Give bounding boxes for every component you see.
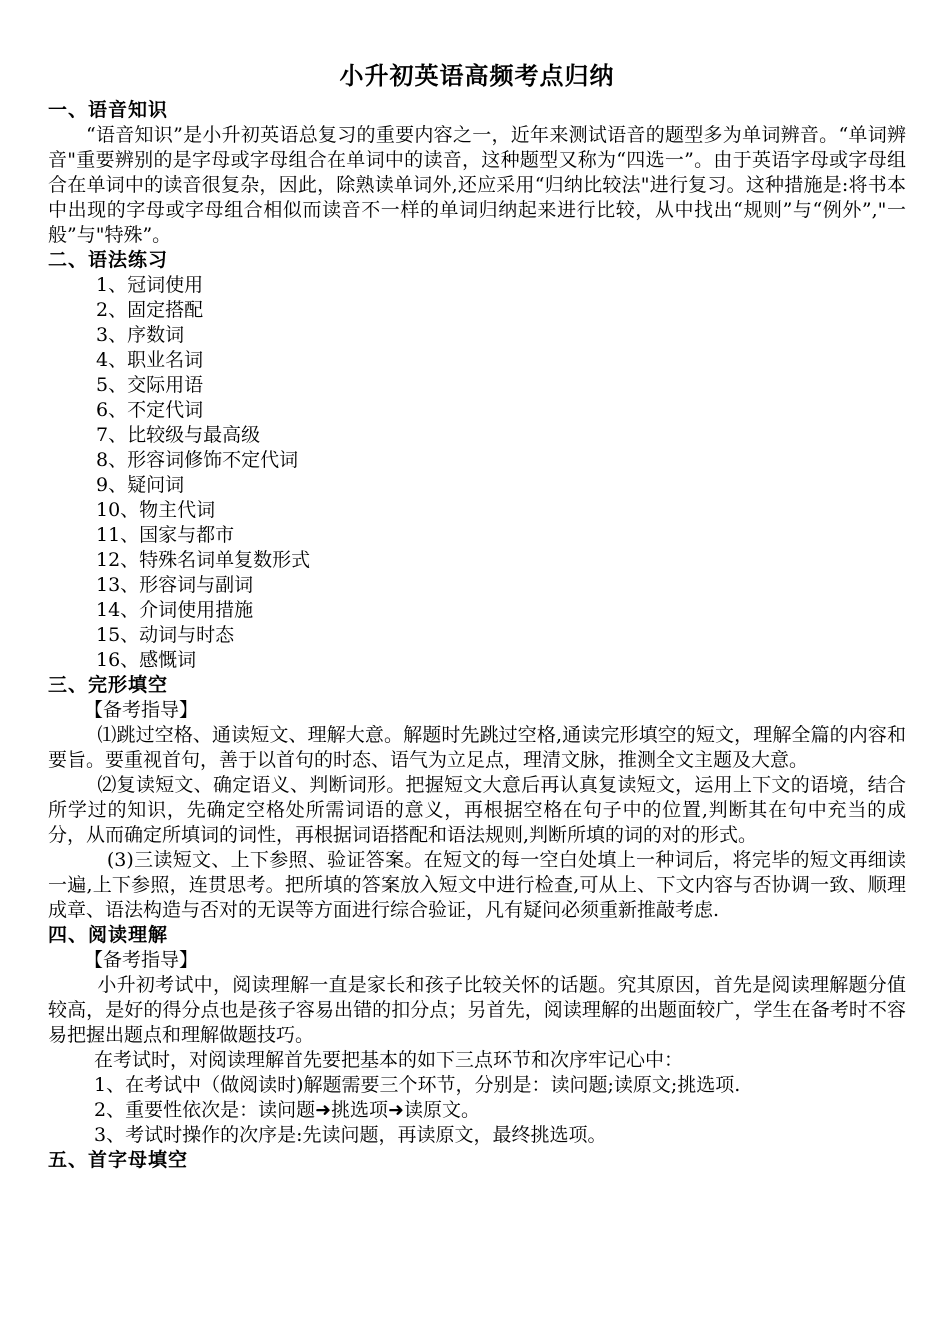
section-heading-cloze: 三、完形填空 — [48, 674, 169, 696]
list-item: 2、固定搭配 — [96, 299, 204, 321]
reading-step-1: 1、在考试中（做阅读时)解题需要三个环节，分别是：读问题;读原文;挑选项. — [94, 1074, 741, 1096]
list-item: 16、感慨词 — [96, 649, 197, 671]
section-heading-phonetics: 一、语音知识 — [48, 99, 169, 121]
reading-step-2-end: 读原文。 — [403, 1099, 480, 1121]
list-item: 4、职业名词 — [96, 349, 204, 371]
list-item: 15、动词与时态 — [96, 624, 235, 646]
section-heading-grammar: 二、语法练习 — [48, 249, 169, 271]
list-item: 12、特殊名词单复数形式 — [96, 549, 311, 571]
list-item: 9、疑问词 — [96, 474, 185, 496]
cloze-step-2-paragraph: ⑵复读短文、确定语义、判断词形。把握短文大意后再认真复读短文，运用上下文的语境，结合所学过的知识，先确定空格处所需词语的意义，再根据空格在句子中的位置,判断其在句中充当的成分，从而确定所填词的词性，再根据词语搭配和语法规则,判断所填的词的对的形式。 — [48, 774, 906, 846]
page-title: 小升初英语高频考点归纳 — [339, 62, 615, 90]
list-item: 8、形容词修饰不定代词 — [96, 449, 299, 471]
reading-guide-label: 【备考指导】 — [84, 949, 199, 971]
list-item: 14、介词使用措施 — [96, 599, 254, 621]
section-heading-initial-letter-fill: 五、首字母填空 — [48, 1149, 189, 1171]
list-item: 7、比较级与最高级 — [96, 424, 261, 446]
cloze-step-1-paragraph: ⑴跳过空格、通读短文、理解大意。解题时先跳过空格,通读完形填空的短文，理解全篇的内容和要旨。要重视首句，善于以首句的时态、语气为立足点，理清文脉，推测全文主题及大意。 — [48, 724, 906, 771]
reading-step-2 — [48, 1098, 906, 1123]
list-item: 5、交际用语 — [96, 374, 204, 396]
arrow-right-icon: ➜ — [388, 1099, 404, 1121]
cloze-step-3-paragraph: (3)三读短文、上下参照、验证答案。在短文的每一空白处填上一种词后，将完毕的短文再细读一遍,上下参照，连贯思考。把所填的答案放入短文中进行检查,可从上、下文内容与否协调一致、顺理成章、语法构造与否对的无误等方面进行综合验证，凡有疑问必须重新推敲考虑. — [48, 849, 906, 921]
list-item: 3、序数词 — [96, 324, 185, 346]
arrow-right-icon: ➜ — [315, 1099, 332, 1121]
cloze-guide-label: 【备考指导】 — [84, 699, 199, 721]
list-item: 10、物主代词 — [96, 499, 216, 521]
reading-step-2-mid: 挑选项 — [331, 1099, 389, 1121]
reading-step-3: 3、考试时操作的次序是:先读问题，再读原文，最终挑选项。 — [94, 1124, 607, 1146]
reading-intro-paragraph: 小升初考试中，阅读理解一直是家长和孩子比较关怀的话题。究其原因，首先是阅读理解题分值较高，是好的得分点也是孩子容易出错的扣分点；另首先，阅读理解的出题面较广，学生在备考时不容易把握出题点和理解做题技巧。 — [48, 974, 906, 1046]
list-item: 11、国家与都市 — [96, 524, 235, 546]
reading-lead-line: 在考试时，对阅读理解首先要把基本的如下三点环节和次序牢记心中： — [94, 1049, 684, 1071]
list-item: 1、冠词使用 — [96, 274, 204, 296]
grammar-topic-list — [48, 273, 906, 673]
list-item: 13、形容词与副词 — [96, 574, 254, 596]
section-heading-reading: 四、阅读理解 — [48, 924, 169, 946]
reading-step-2-prefix: 2、重要性依次是：读问题 — [94, 1099, 316, 1121]
phonetics-paragraph: “语音知识”是小升初英语总复习的重要内容之一，近年来测试语音的题型多为单词辨音。“单词辨音"重要辨别的是字母或字母组合在单词中的读音，这种题型又称为“四选一”。由于英语字母或字母组合在单词中的读音很复杂，因此，除熟读单词外,还应采用“归纳比较法"进行复习。这种措施是:将书本中出现的字母或字母组合相似而读音不一样的单词归纳起来进行比较，从中找出“规则”与“例外”,"一般”与"特殊”。 — [48, 124, 906, 246]
list-item: 6、不定代词 — [96, 399, 204, 421]
